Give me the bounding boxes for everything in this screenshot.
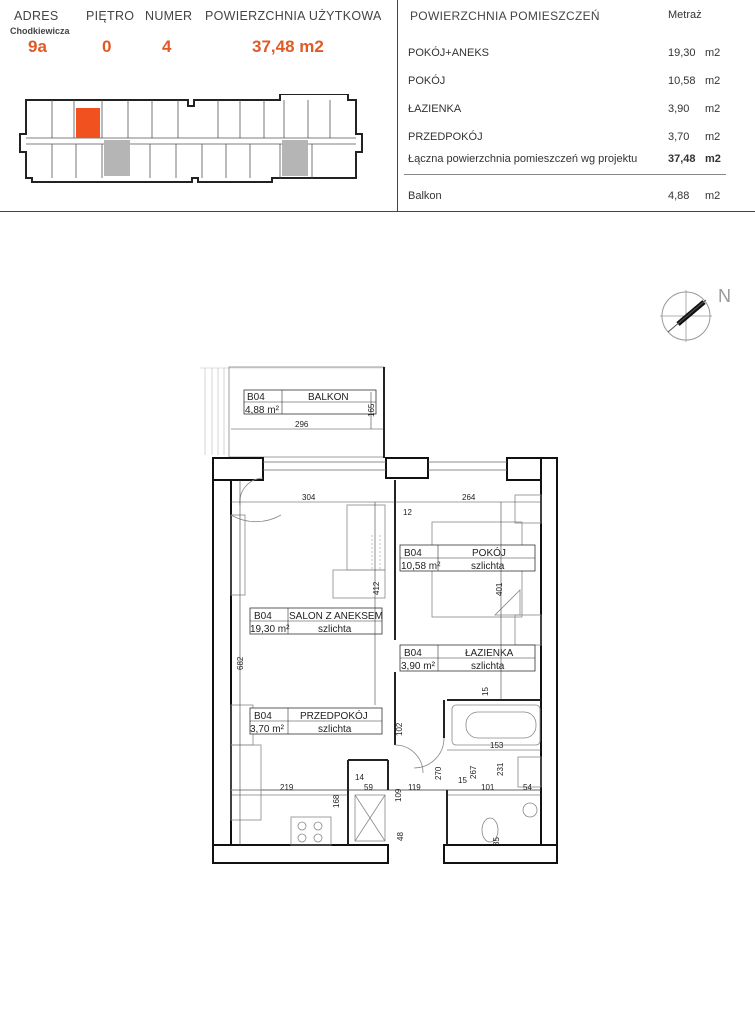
dim-35: 35 [492, 837, 501, 846]
highlighted-unit [76, 108, 100, 138]
floor-plan [190, 360, 570, 880]
room-row-value: 3,70 [668, 131, 690, 143]
room-row-value: 19,30 [668, 47, 696, 59]
dim-12: 12 [403, 508, 412, 517]
room-row-name: PRZEDPOKÓJ [408, 131, 483, 143]
lazienka-code: B04 [404, 648, 422, 659]
pietro-value: 0 [102, 37, 112, 56]
pokoj-area: 10,58 m² [401, 561, 441, 572]
adres-value: 9a [28, 37, 47, 56]
dim-264: 264 [462, 493, 476, 502]
salon-area: 19,30 m² [250, 624, 290, 635]
dim-15a: 15 [481, 687, 490, 696]
dim-48: 48 [396, 832, 405, 841]
przedpokoj-code: B04 [254, 711, 272, 722]
salon-finish: szlichta [318, 624, 352, 635]
dim-412: 412 [372, 581, 381, 595]
przedpokoj-name: PRZEDPOKÓJ [300, 711, 368, 722]
pokoj-finish: szlichta [471, 561, 505, 572]
balkon-name: BALKON [308, 392, 349, 403]
dim-15b: 15 [458, 776, 467, 785]
total-row-name: Łączna powierzchnia pomieszczeń wg projektu [408, 153, 638, 165]
building-key-plan [18, 94, 368, 186]
lazienka-area: 3,90 m² [401, 661, 435, 672]
room-row-name: ŁAZIENKA [408, 103, 462, 115]
compass-north-letter: N [718, 286, 731, 306]
room-row-unit: m2 [705, 103, 721, 115]
room-row-unit: m2 [705, 75, 721, 87]
salon-code: B04 [254, 611, 272, 622]
rooms-table-unit-header: Metraż [668, 9, 702, 21]
total-row-unit: m2 [705, 153, 721, 165]
dim-14: 14 [355, 773, 364, 782]
pokoj-name: POKÓJ [472, 548, 506, 559]
dim-119: 119 [408, 783, 421, 792]
header-divider-vertical [397, 0, 398, 212]
dim-267: 267 [469, 765, 478, 779]
balkon-area: 4,88 m² [245, 405, 279, 416]
room-row-value: 10,58 [668, 75, 696, 87]
numer-value: 4 [162, 37, 172, 56]
balcony-row-unit: m2 [705, 190, 721, 202]
room-row-name: POKÓJ+ANEKS [408, 47, 490, 59]
room-row-unit: m2 [705, 131, 721, 143]
room-row-name: POKÓJ [408, 75, 446, 87]
stair-core-right [282, 140, 308, 176]
dim-102: 102 [395, 722, 404, 736]
dim-54: 54 [523, 783, 532, 792]
dim-296: 296 [295, 420, 309, 429]
room-row-value: 3,90 [668, 103, 690, 115]
dim-153: 153 [490, 741, 504, 750]
dim-219: 219 [280, 783, 294, 792]
dim-304: 304 [302, 493, 316, 502]
balkon-code: B04 [247, 392, 265, 403]
pietro-label: PIĘTRO [86, 9, 135, 23]
dim-109: 109 [394, 788, 403, 802]
dim-401: 401 [495, 582, 504, 596]
stair-core-left [104, 140, 130, 176]
balcony-row-value: 4,88 [668, 190, 690, 202]
total-row-value: 37,48 [668, 153, 696, 165]
dim-101: 101 [481, 783, 495, 792]
balcony-row-name: Balkon [408, 190, 442, 202]
total-underline [404, 174, 726, 175]
dim-168: 168 [332, 794, 341, 808]
header-divider-bottom [0, 211, 755, 212]
room-row-unit: m2 [705, 47, 721, 59]
adres-sub: Chodkiewicza [10, 26, 70, 36]
dim-165: 165 [367, 403, 376, 417]
przedpokoj-finish: szlichta [318, 724, 352, 735]
dim-682: 682 [236, 656, 245, 670]
numer-label: NUMER [145, 9, 193, 23]
lazienka-finish: szlichta [471, 661, 505, 672]
dim-270: 270 [434, 766, 443, 780]
przedpokoj-area: 3,70 m² [250, 724, 284, 735]
adres-label: ADRES [14, 9, 59, 23]
compass-icon [656, 282, 746, 352]
salon-name: SALON Z ANEKSEM [289, 611, 383, 622]
lazienka-name: ŁAZIENKA [465, 648, 514, 659]
powierzchnia-value: 37,48 m2 [252, 37, 324, 56]
dim-231: 231 [496, 762, 505, 776]
dim-59: 59 [364, 783, 373, 792]
pokoj-code: B04 [404, 548, 422, 559]
powierzchnia-label: POWIERZCHNIA UŻYTKOWA [205, 9, 382, 23]
header-section [0, 0, 755, 212]
rooms-table-title: POWIERZCHNIA POMIESZCZEŃ [410, 9, 600, 23]
